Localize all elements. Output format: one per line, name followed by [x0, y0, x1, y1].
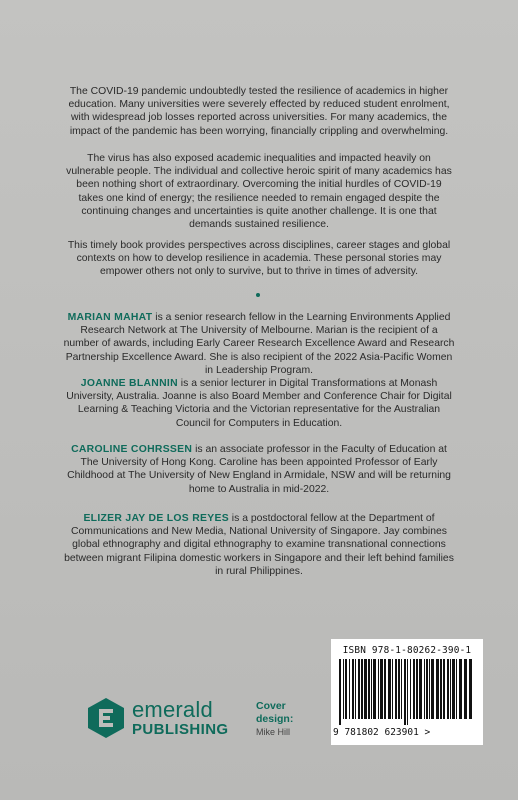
- author-name: CAROLINE COHRSSEN: [71, 444, 193, 455]
- barcode-bar: [384, 659, 386, 719]
- barcode-bar: [339, 659, 341, 725]
- barcode-bar: [424, 659, 425, 719]
- barcode-bar: [352, 659, 354, 719]
- barcode-bar: [392, 659, 393, 719]
- bio-joanne-blannin: [62, 377, 456, 430]
- bio-marian-mahat: [62, 311, 456, 377]
- intro-paragraph-1: The COVID-19 pandemic undoubtedly tested the resilience of academics in higher education. Many universities were severely effected by reduced student enrolment, with widespread job losses reported across universities. For many academics, the impact of the pandemic has been worrying, financially crippling and overwhelming.: [68, 86, 450, 137]
- barcode-bar: [373, 659, 376, 719]
- barcode-bar: [464, 659, 467, 719]
- intro-paragraph-2: The virus has also exposed academic inequalities and impacted heavily on vulnerable people. The individual and collective heroic spirit of many academics has been nothing short of extraordinary. Overcoming the initial hurdles of COVID-19 takes one kind of energy; the resilience needed to remain engaged despite the continuing changes and uncertainties is quite another challenge. It is one that demands sustained resilience.: [66, 153, 452, 231]
- barcode-bar: [450, 659, 451, 719]
- intro-paragraph-3: This timely book provides perspectives across disciplines, career stages and global contexts on how to develop resilience in academia. These personal stories may empower others not only to survive, but to thrive in times of adversity.: [67, 240, 451, 278]
- barcode-bar: [459, 659, 462, 719]
- cover-design-label: Cover design:: [256, 700, 294, 725]
- barcode-bar: [440, 659, 442, 719]
- separator-dot: [256, 293, 260, 297]
- barcode-bar: [401, 659, 402, 719]
- author-bio-text: is a postdoctoral fellow at the Department of Communications and New Media, National University of Singapore. Jay combines global ethnography and digital ethnography to examine transnational connections between migrant Filipina domestic workers in Singapore and their left behind families in rural Philippines.: [64, 513, 454, 577]
- barcode-bar: [371, 659, 372, 719]
- author-bio-text: is an associate professor in the Faculty of Education at The University of Hong Kong. Caroline has been appointed Professor of Early Childhood at The University of New England in Armidale, NSW and will be returning home to Australia in mid-2022.: [67, 444, 451, 495]
- barcode-digits: 9 781802 623901 >: [333, 727, 431, 738]
- barcode-bar: [395, 659, 397, 719]
- author-name: JOANNE BLANNIN: [80, 378, 178, 389]
- barcode-bar: [388, 659, 391, 719]
- barcode-bar: [443, 659, 445, 719]
- barcode-bar: [345, 659, 347, 719]
- author-name: ELIZER JAY DE LOS REYES: [83, 513, 229, 524]
- barcode-bar: [469, 659, 472, 719]
- publisher-name: emerald: [132, 697, 213, 722]
- barcode-bars: [339, 659, 475, 725]
- barcode-bar: [380, 659, 383, 719]
- barcode-bar: [429, 659, 430, 719]
- isbn-barcode: [331, 639, 483, 745]
- isbn-text: ISBN 978-1-80262-390-1: [342, 645, 472, 656]
- barcode-bar: [355, 659, 356, 719]
- barcode-bar: [343, 659, 344, 719]
- cover-designer-name: Mike Hill: [256, 727, 291, 737]
- barcode-bar: [436, 659, 439, 719]
- barcode-bar: [419, 659, 422, 719]
- author-name: MARIAN MAHAT: [67, 312, 153, 323]
- barcode-bar: [452, 659, 455, 719]
- barcode-bar: [361, 659, 363, 719]
- publisher-subtitle: PUBLISHING: [132, 721, 229, 738]
- bio-elizer-jay-de-los-reyes: [62, 512, 456, 578]
- barcode-bar: [431, 659, 434, 719]
- author-bio-text: is a senior lecturer in Digital Transformations at Monash University, Australia. Joanne is also Board Member and Conference Chair for Digital Learning & Teaching Victoria and the Victorian representative for the Australian Council for Computers in Education.: [66, 378, 452, 429]
- barcode-bar: [410, 659, 411, 719]
- barcode-bar: [426, 659, 428, 719]
- barcode-bar: [447, 659, 449, 719]
- barcode-bar: [368, 659, 370, 719]
- barcode-bar: [378, 659, 379, 719]
- author-bio-text: is a senior research fellow in the Learning Environments Applied Research Network at The University of Melbourne. Marian is the recipient of a number of awards, including Early Career Research Excellence Award and Research Partnership Excellence Award. She is also recipient of the 2022 Asia-Pacific Women in Leadership Program.: [63, 312, 455, 376]
- barcode-bar: [456, 659, 457, 719]
- barcode-bar: [413, 659, 415, 719]
- bio-caroline-cohrssen: [62, 443, 456, 496]
- barcode-bar: [364, 659, 367, 719]
- barcode-bar: [404, 659, 406, 725]
- barcode-bar: [398, 659, 400, 719]
- barcode-bar: [349, 659, 350, 719]
- barcode-bar: [407, 659, 408, 725]
- barcode-bar: [416, 659, 418, 719]
- barcode-bar: [358, 659, 360, 719]
- emerald-e-logo-icon: [86, 697, 126, 739]
